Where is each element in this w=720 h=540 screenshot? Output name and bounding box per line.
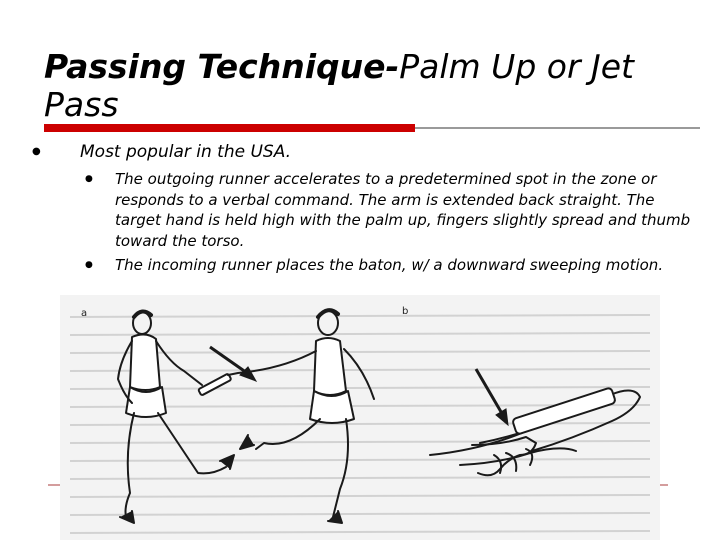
bullet-icon: ● — [32, 146, 41, 157]
sub-bullet-icon: ● — [85, 174, 93, 184]
title-divider — [415, 127, 700, 129]
title-accent-bar — [44, 124, 415, 132]
figure-label-a: a — [81, 308, 88, 319]
slide-title — [44, 48, 704, 124]
relay-pass-illustration — [60, 295, 660, 540]
title-bold: Passing Technique- — [44, 47, 400, 86]
sub-bullet-text-1: The outgoing runner accelerates to a predetermined spot in the zone or responds to a verbal command. The arm is extended back straight. The target hand is held high with the palm up, fingers slightly spread and thumb toward the torso. — [115, 170, 691, 250]
figure-label-b: b — [402, 306, 409, 317]
sub-bullet-icon: ● — [85, 260, 93, 270]
title-rest: Palm Up or Jet Pass — [44, 47, 634, 124]
bullet-text-level1: Most popular in the USA. — [80, 142, 292, 162]
sub-bullet-text-2: The incoming runner places the baton, w/ a downward sweeping motion. — [115, 256, 664, 274]
